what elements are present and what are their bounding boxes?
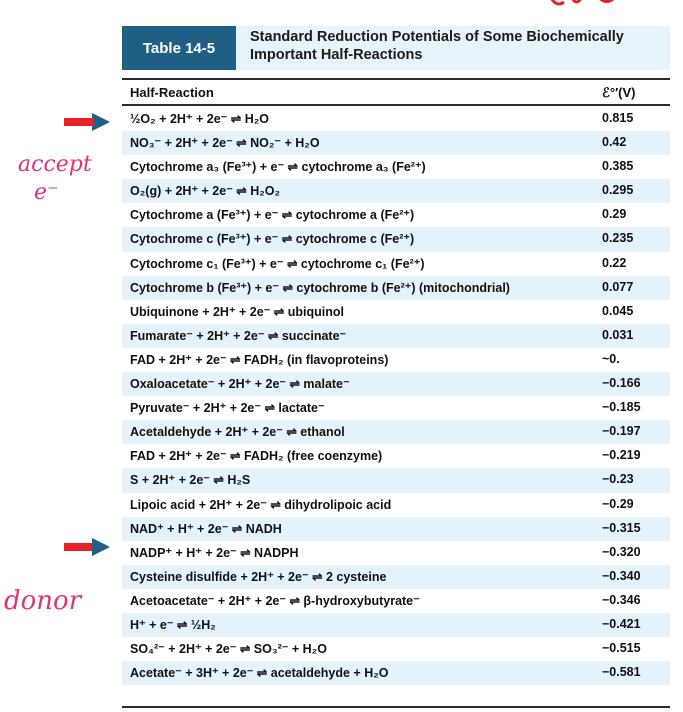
- table-row: [122, 276, 670, 300]
- table-row: [122, 420, 670, 444]
- half-reaction-cell: S + 2H⁺ + 2e⁻ ⇌ H₂S: [130, 473, 251, 488]
- half-reaction-cell: FAD + 2H⁺ + 2e⁻ ⇌ FADH₂ (in flavoproteins): [130, 352, 389, 367]
- half-reaction-cell: Acetaldehyde + 2H⁺ + 2e⁻ ⇌ ethanol: [130, 425, 345, 440]
- potential-cell: 0.815: [602, 111, 634, 125]
- table-row: [122, 300, 670, 324]
- potential-cell: 0.29: [602, 207, 627, 222]
- potential-cell: −0.219: [602, 448, 641, 463]
- half-reaction-cell: Acetoacetate⁻ + 2H⁺ + 2e⁻ ⇌ β-hydroxybutyrate⁻: [130, 593, 420, 608]
- potential-cell: −0.421: [602, 616, 641, 631]
- table-row: [122, 131, 670, 155]
- potential-cell: ~0.: [602, 351, 620, 366]
- potential-cell: 0.295: [602, 183, 634, 198]
- table-row: [122, 589, 670, 613]
- table-row: [122, 227, 670, 251]
- potential-cell: −0.315: [602, 520, 641, 535]
- table-row: [122, 396, 670, 420]
- half-reaction-cell: NADP⁺ + H⁺ + 2e⁻ ⇌ NADPH: [130, 545, 299, 560]
- potential-cell: −0.515: [602, 641, 641, 656]
- half-reaction-cell: Acetate⁻ + 3H⁺ + 2e⁻ ⇌ acetaldehyde + H₂O: [130, 666, 389, 681]
- potential-cell: 0.385: [602, 159, 634, 174]
- table-row: [122, 661, 670, 685]
- table-body: [122, 107, 670, 685]
- potential-cell: −0.320: [602, 544, 641, 559]
- half-reaction-cell: Cytochrome a₃ (Fe³⁺) + e⁻ ⇌ cytochrome a₃ (Fe²⁺): [130, 160, 426, 175]
- half-reaction-cell: Cytochrome a (Fe³⁺) + e⁻ ⇌ cytochrome a (Fe²⁺): [130, 208, 415, 223]
- potential-cell: −0.197: [602, 424, 641, 439]
- potential-cell: 0.077: [602, 279, 634, 294]
- header-rule: [122, 104, 670, 106]
- half-reaction-cell: O₂(g) + 2H⁺ + 2e⁻ ⇌ H₂O₂: [130, 184, 281, 199]
- half-reaction-cell: Cysteine disulfide + 2H⁺ + 2e⁻ ⇌ 2 cysteine: [130, 569, 387, 584]
- potential-cell: 0.235: [602, 231, 634, 246]
- half-reaction-cell: Cytochrome c₁ (Fe³⁺) + e⁻ ⇌ cytochrome c₁ (Fe²⁺): [130, 256, 425, 271]
- half-reaction-cell: NAD⁺ + H⁺ + 2e⁻ ⇌ NADH: [130, 521, 282, 536]
- table-header-bar: [122, 26, 670, 70]
- table-row: [122, 203, 670, 227]
- potential-cell: 0.031: [602, 327, 634, 342]
- potential-cell: −0.166: [602, 376, 641, 391]
- half-reaction-cell: Oxaloacetate⁻ + 2H⁺ + 2e⁻ ⇌ malate⁻: [130, 377, 350, 392]
- half-reaction-cell: Lipoic acid + 2H⁺ + 2e⁻ ⇌ dihydrolipoic acid: [130, 497, 392, 512]
- header-potential: ℰ°′(V): [602, 85, 636, 100]
- half-reaction-cell: ½O₂ + 2H⁺ + 2e⁻ ⇌ H₂O: [130, 112, 269, 126]
- half-reaction-cell: H⁺ + e⁻ ⇌ ½H₂: [130, 617, 216, 632]
- potential-cell: −0.340: [602, 568, 641, 583]
- cropped-title-fragment: [400, 0, 640, 14]
- table-row: [122, 372, 670, 396]
- table-row: [122, 468, 670, 492]
- header-half-reaction: Half-Reaction: [130, 85, 214, 100]
- red-arrow-icon: [64, 113, 110, 131]
- handwritten-electron: e⁻: [34, 180, 59, 205]
- half-reaction-cell: Ubiquinone + 2H⁺ + 2e⁻ ⇌ ubiquinol: [130, 304, 344, 319]
- table-row: [122, 155, 670, 179]
- table-row: [122, 493, 670, 517]
- potential-cell: −0.581: [602, 665, 641, 680]
- potential-cell: 0.045: [602, 303, 634, 318]
- table-row: [122, 541, 670, 565]
- table-title: Standard Reduction Potentials of Some Biochemically Important Half-Reactions: [250, 29, 624, 63]
- half-reaction-cell: NO₃⁻ + 2H⁺ + 2e⁻ ⇌ NO₂⁻ + H₂O: [130, 136, 320, 151]
- potential-cell: 0.42: [602, 135, 627, 150]
- potential-cell: −0.346: [602, 592, 641, 607]
- table-row: [122, 565, 670, 589]
- table-row: [122, 637, 670, 661]
- potential-cell: −0.185: [602, 400, 641, 415]
- table-row: [122, 107, 670, 131]
- table-row: [122, 348, 670, 372]
- half-reaction-cell: FAD + 2H⁺ + 2e⁻ ⇌ FADH₂ (free coenzyme): [130, 449, 383, 464]
- table-row: [122, 252, 670, 276]
- table-number-tag: Table 14-5: [122, 26, 236, 70]
- column-headers: [122, 80, 670, 104]
- half-reaction-cell: Cytochrome c (Fe³⁺) + e⁻ ⇌ cytochrome c (Fe²⁺): [130, 232, 415, 247]
- potential-cell: 0.22: [602, 255, 627, 270]
- table-row: [122, 179, 670, 203]
- potential-cell: −0.23: [602, 472, 634, 487]
- handwritten-donor: donor: [4, 586, 82, 616]
- red-arrow-icon: [64, 538, 110, 556]
- handwritten-accept: accept: [18, 152, 92, 177]
- table-row: [122, 444, 670, 468]
- half-reaction-cell: Cytochrome b (Fe³⁺) + e⁻ ⇌ cytochrome b (Fe²⁺) (mitochondrial): [130, 280, 510, 295]
- half-reaction-cell: Pyruvate⁻ + 2H⁺ + 2e⁻ ⇌ lactate⁻: [130, 401, 325, 416]
- table-row: [122, 324, 670, 348]
- potential-cell: −0.29: [602, 496, 634, 511]
- table-row: [122, 517, 670, 541]
- bottom-rule: [122, 706, 670, 708]
- half-reaction-cell: SO₄²⁻ + 2H⁺ + 2e⁻ ⇌ SO₃²⁻ + H₂O: [130, 642, 327, 657]
- table-row: [122, 613, 670, 637]
- half-reaction-cell: Fumarate⁻ + 2H⁺ + 2e⁻ ⇌ succinate⁻: [130, 328, 347, 343]
